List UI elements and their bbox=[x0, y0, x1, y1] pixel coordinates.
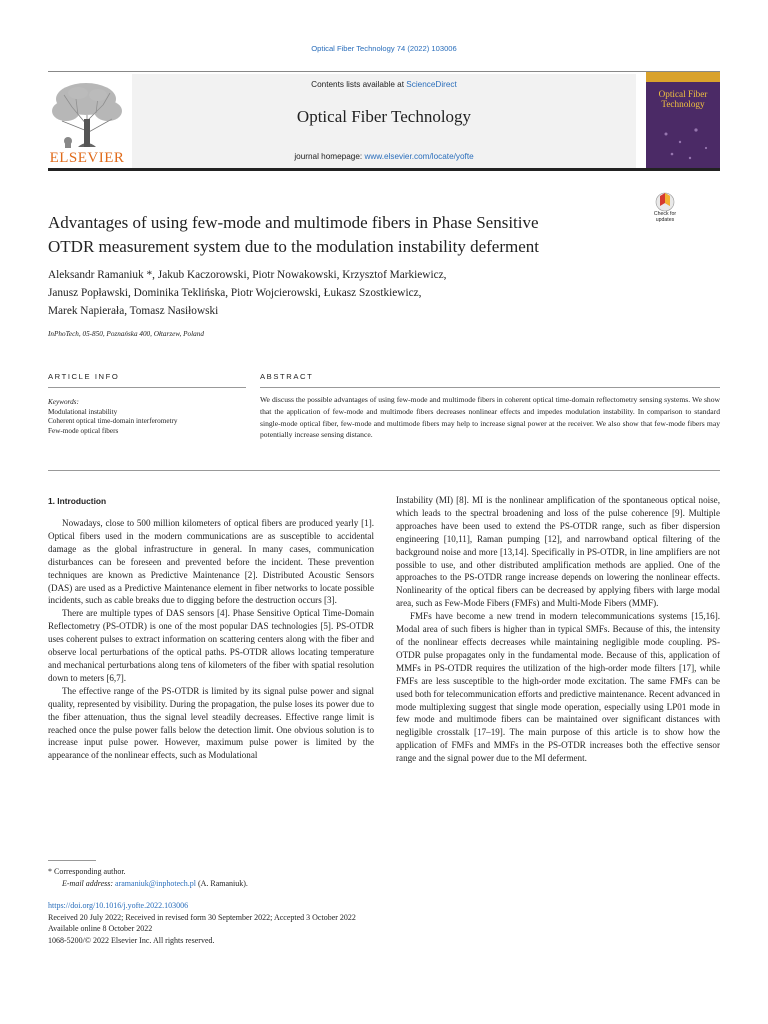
publication-info bbox=[48, 900, 548, 946]
contents-line bbox=[132, 80, 636, 89]
doi-link[interactable]: https://doi.org/10.1016/j.yofte.2022.103006 bbox=[48, 901, 189, 910]
keywords-label: Keywords: bbox=[48, 398, 79, 406]
section-title-introduction: 1. Introduction bbox=[48, 496, 107, 506]
abstract-text: We discuss the possible advantages of using few-mode and multimode fibers in coherent optical time-domain reflectometry sensing systems. We show that the application of few-mode and multimode fibers decreases nonlinear effects and impedes modulation instability. In comparison to standard single-mode optical fiber, few-mode and multimode fibers may help to increase signal power at the receiver. We also show that few-mode fibers may potentially increase sensing distance. bbox=[260, 395, 720, 440]
email-note bbox=[48, 878, 448, 890]
journal-title: Optical Fiber Technology bbox=[296, 107, 472, 126]
cover-title: Optical Fiber Technology bbox=[658, 89, 708, 109]
left-column bbox=[48, 517, 374, 762]
footnotes bbox=[48, 866, 448, 891]
email-link[interactable]: aramaniuk@inphotech.pl bbox=[115, 879, 196, 889]
contents-prefix: Contents lists available at bbox=[311, 80, 407, 89]
keywords-block bbox=[48, 398, 248, 437]
author-list bbox=[48, 266, 668, 320]
abstract-heading: ABSTRACT bbox=[260, 372, 314, 381]
homepage-line bbox=[132, 152, 636, 161]
paragraph: Instability (MI) [8]. MI is the nonlinear amplification of the spontaneous optical noise, which leads to the spectral broadening and loss of the pulse coherence [9]. Multiple approaches have been used to extend the PS-OTDR range, such as fiber dispersion engineering [10,11], Raman pumping [12], and narrowband optical filtering of the background noise and more [13,14]. Specifically in PS-OTDR, in line amplifiers are not possible to use, and other distributed amplification methods are applied. One of the approaches to the PS-OTDR range increase depends on lowering the nonlinear effects. Nonlinearity of the optical fibers can be decreased by applying fibers with large modal area, such as Few-Mode Fibers (FMFs) and Multi-Mode Fibers (MMF). bbox=[396, 495, 720, 609]
received-dates: Received 20 July 2022; Received in revised form 30 September 2022; Accepted 3 October 2022 bbox=[48, 912, 356, 922]
front-matter-rule bbox=[48, 470, 720, 471]
email-label: E-mail address: bbox=[62, 879, 116, 889]
corresponding-author-note: * Corresponding author. bbox=[48, 867, 126, 876]
article-title-line-2: OTDR measurement system due to the modulation instability deferment bbox=[48, 237, 540, 256]
paragraph: The effective range of the PS-OTDR is limited by its signal pulse power and signal quality, represented by visibility. During the propagation, the pulse loses its power due to the fiber attenuation, thus the signal level steadily decreases. Effective range limit is reached once the pulse power falls below the detection limit. One obvious solution is to increase input pulse power. However, maximum pulse power is limited by the appearance of the nonlinear effects, such as Modulational bbox=[48, 685, 374, 761]
copyright: 1068-5200/© 2022 Elsevier Inc. All rights reserved. bbox=[48, 935, 215, 945]
keyword-item: Coherent optical time-domain interferometry bbox=[48, 417, 178, 426]
sciencedirect-link[interactable]: ScienceDirect bbox=[406, 80, 457, 89]
article-info-rule bbox=[48, 387, 246, 388]
journal-reference[interactable]: Optical Fiber Technology 74 (2022) 103006 bbox=[311, 44, 457, 53]
article-title-line-1: Advantages of using few-mode and multimode fibers in Phase Sensitive bbox=[48, 213, 539, 232]
affiliation: InPhoTech, 05-850, Poznańska 400, Ołtarzew, Poland bbox=[48, 330, 204, 338]
paragraph: FMFs have become a new trend in modern telecommunications systems [15,16]. Modal area of such fibers is higher than in typical SMFs. Because of this, the intensity of the nonlinear effects decreases while maintaining negligible mode coupling. PS-OTDR pulse propagates only in the fundamental mode. Because of this, application of MMFs in PS-OTDR requires the utilization of the high-order mode filters [17], while FMFs are less susceptible to the high-order mode excitation. The same FMFs can be used both for telecommunication efforts and predictive maintenance. Recent advanced in mode multiplexing suggest that single mode operation, especially using LP01 mode in few mode and multimode fibers can be maintained over significant distances with negligible crosstalk [17–19]. The main purpose of this article is to show how the application of FMFs and MMFs in the PS-OTDR increases both the effective sensor range and the signal power due to the MI deferment. bbox=[396, 611, 720, 764]
homepage-prefix: journal homepage: bbox=[294, 152, 365, 161]
cover-art-icon bbox=[646, 72, 720, 168]
authors-line-3[interactable]: Marek Napierała, Tomasz Nasiłowski bbox=[48, 305, 219, 317]
paragraph: There are multiple types of DAS sensors [4]. Phase Sensitive Optical Time-Domain Reflectometry (PS-OTDR) is one of the most popular DAS technologies [5]. PS-OTDR uses coherent pulses to extract information on scattering centers along with the fiber and observe local perturbations of the optical paths. PS-OTDR allows locating temperature and mechanical perturbations along tens of kilometers of the fiber with spatial resolution down to meters [6,7]. bbox=[48, 608, 374, 683]
keyword-item: Modulational instability bbox=[48, 407, 118, 416]
check-for-updates-label[interactable]: Check for updates bbox=[653, 211, 677, 223]
available-online: Available online 8 October 2022 bbox=[48, 924, 153, 934]
abstract-rule bbox=[260, 387, 720, 388]
paragraph: Nowadays, close to 500 million kilometers of optical fibers are produced yearly [1]. Optical fibers used in the modern communications are as susceptible to accidental damage as the global infrastructure in general. In many cases, communication disturbances can be foreseen and prevented before the incident. These prevention techniques are known as Predictive Maintenance [2]. Distributed Acoustic Sensors (DAS) are used as a Predictive Maintenance element in fiber networks to locate possible incidents, such as cable breaks due to digging before the destruction occurs [3]. bbox=[48, 518, 374, 606]
publisher-name: ELSEVIER bbox=[49, 150, 125, 166]
authors-line-2[interactable]: Janusz Popławski, Dominika Teklińska, Piotr Wojcierowski, Łukasz Szostkiewicz, bbox=[48, 287, 422, 299]
homepage-link[interactable]: www.elsevier.com/locate/yofte bbox=[364, 152, 474, 161]
footnote-rule bbox=[48, 860, 96, 861]
right-column bbox=[396, 494, 720, 765]
keyword-item: Few-mode optical fibers bbox=[48, 427, 119, 436]
article-title bbox=[48, 211, 638, 259]
article-info-heading: ARTICLE INFO bbox=[48, 372, 120, 381]
journal-cover[interactable] bbox=[646, 72, 720, 168]
email-suffix: (A. Ramaniuk). bbox=[195, 879, 248, 889]
authors-line-1[interactable]: Aleksandr Ramaniuk *, Jakub Kaczorowski, Piotr Nowakowski, Krzysztof Markiewicz, bbox=[48, 269, 447, 281]
